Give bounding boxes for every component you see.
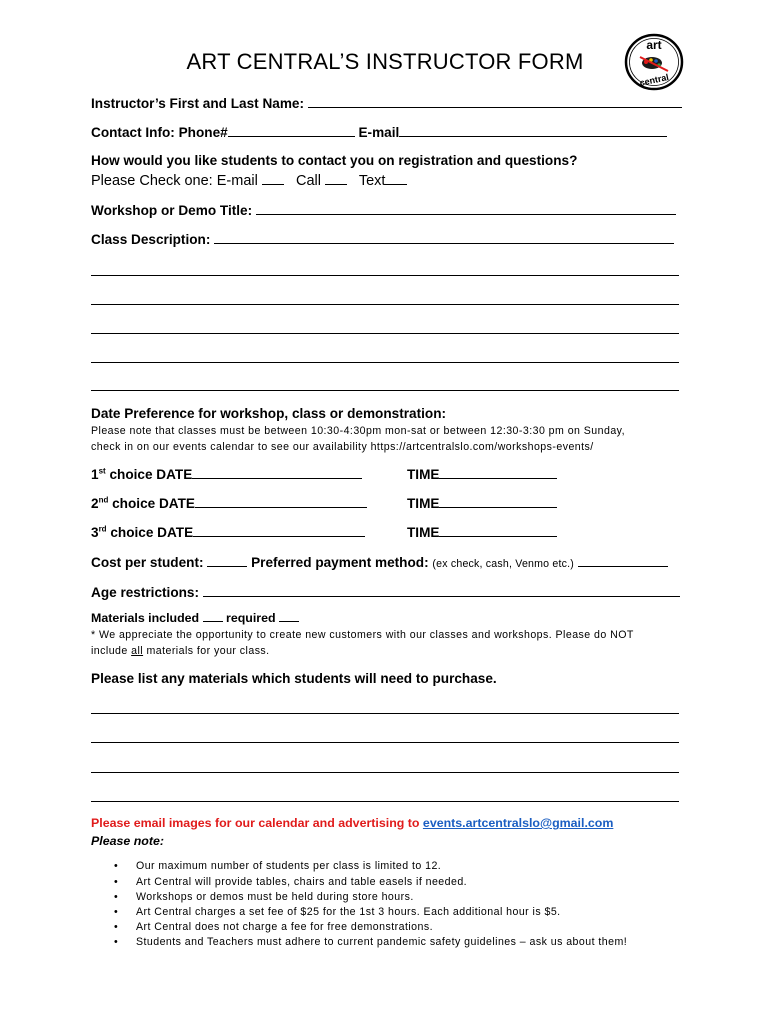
instructor-form-page: ART CENTRAL’S INSTRUCTOR FORM art central Instructor’s First and Last Name: Contact Info: Phone# E-mail How would you like students to contact you on registration and questions? Please Check one: E-mail Call Text Workshop or Demo Title: Class Description: Date Preference for workshop, class or demonstration: Please note that classes must be between 10:30-4:30pm mon-sat or between 12:30-3:30 pm on Sunday, check in on our events calendar to see our availability https://artcentralslo.com/workshops-events/ 1st choice DATE TIME 2nd choice DATE TIME 3rd choice DATE TIME Cost per student: Preferred payment method: (ex check, cash, Venmo etc.) Age restrictions: Materials included required * We appreciate the opportunity to create new customers with our classes and workshops. Please do NOT include all materials for your class. Please list any materials which students will need to purchase. Please email images for our calendar and advertising to events.artcentralslo@gmail.com Please note: • Our maximum number of students per class is limited to 12. • Art Central will provide tables, chairs and table easels if needed. • Workshops or demos must be held during store hours. • Art Central charges a set fee of $25 for the 1st 3 hours. Each additional hour is $5. • Art Central does not charge a fee for free demonstrations. • Students and Teachers must adhere to current pandemic safety guidelines – ask us about them! <box>0 0 770 1024</box>
contact-info-row <box>91 124 667 140</box>
email-field[interactable] <box>399 124 667 137</box>
choice-date-field[interactable] <box>193 524 365 537</box>
materials-line[interactable] <box>91 742 679 743</box>
list-item-text: Art Central will provide tables, chairs and table easels if needed. <box>136 876 468 888</box>
choice-row-1 <box>91 466 362 482</box>
email-link[interactable]: events.artcentralslo@gmail.com <box>422 816 614 830</box>
choice-date-label: choice DATE <box>112 496 195 511</box>
materials-note-emphasis: all <box>131 645 144 657</box>
materials-line[interactable] <box>91 801 679 802</box>
contact-pref-check-label: Please Check one: <box>91 173 213 189</box>
materials-line[interactable] <box>91 772 679 773</box>
date-pref-note-1: Please note that classes must be between 10:30-4:30pm mon-sat or between 12:30-3:30 pm on Sunday, <box>91 425 626 437</box>
description-line[interactable] <box>91 275 679 276</box>
phone-field[interactable] <box>228 124 355 137</box>
contact-pref-row <box>91 172 407 189</box>
contact-pref-call-checkbox[interactable] <box>325 172 347 185</box>
age-field[interactable] <box>203 584 680 597</box>
please-note-heading: Please note: <box>91 834 164 848</box>
payment-field[interactable] <box>578 554 668 567</box>
choice-suffix: rd <box>98 524 107 534</box>
instructor-name-label: Instructor’s First and Last Name: <box>91 96 305 111</box>
description-line[interactable] <box>91 333 679 334</box>
materials-required-checkbox[interactable] <box>279 611 299 622</box>
choice-date-label: choice DATE <box>109 467 193 482</box>
svg-text:central: central <box>638 72 670 88</box>
choice-date-field[interactable] <box>192 466 362 479</box>
list-item-text: Art Central does not charge a fee for free demonstrations. <box>136 921 433 933</box>
contact-pref-email-checkbox[interactable] <box>262 172 284 185</box>
workshop-title-row <box>91 202 676 218</box>
contact-pref-text-label: Text <box>358 173 386 189</box>
email-images-row <box>91 816 613 830</box>
page-title: ART CENTRAL’S INSTRUCTOR FORM <box>186 49 584 74</box>
cost-payment-row <box>91 554 668 570</box>
choice-time-field[interactable] <box>439 466 557 479</box>
art-central-logo <box>624 33 684 91</box>
contact-pref-call-label: Call <box>295 173 321 189</box>
choice-number: 1 <box>91 467 99 482</box>
materials-note-2 <box>91 645 270 657</box>
date-pref-heading: Date Preference for workshop, class or demonstration: <box>91 406 447 421</box>
materials-list-heading: Please list any materials which students will need to purchase. <box>91 671 497 686</box>
materials-note-text: materials for your class. <box>143 645 270 657</box>
list-item-text: Students and Teachers must adhere to current pandemic safety guidelines – ask us about them! <box>136 936 628 948</box>
choice-date-field[interactable] <box>195 495 367 508</box>
materials-line[interactable] <box>91 713 679 714</box>
materials-row <box>91 611 299 625</box>
choice-time-row-1 <box>407 466 557 482</box>
materials-note-text: include <box>91 645 132 657</box>
contact-pref-email-label: E-mail <box>216 173 258 189</box>
choice-time-row-2 <box>407 495 557 511</box>
contact-phone-label: Contact Info: Phone# <box>91 125 228 140</box>
choice-time-field[interactable] <box>439 495 557 508</box>
payment-label: Preferred payment method: <box>251 555 429 570</box>
instructor-name-field[interactable] <box>308 95 682 108</box>
payment-hint: (ex check, cash, Venmo etc.) <box>432 558 575 570</box>
choice-time-row-3 <box>407 524 557 540</box>
age-label: Age restrictions: <box>91 585 200 600</box>
description-line[interactable] <box>91 362 679 363</box>
list-item-text: Our maximum number of students per class is limited to 12. <box>136 860 442 872</box>
choice-suffix: st <box>98 466 106 476</box>
list-item-text: Workshops or demos must be held during store hours. <box>136 891 414 903</box>
svg-text:art: art <box>646 38 662 52</box>
date-pref-note-2: check in on our events calendar to see our availability https://artcentralslo.com/workshops-events/ <box>91 441 594 453</box>
class-description-field[interactable] <box>214 231 674 244</box>
contact-email-label: E-mail <box>358 125 400 140</box>
workshop-title-label: Workshop or Demo Title: <box>91 203 253 218</box>
list-item-text: Art Central charges a set fee of $25 for the 1st 3 hours. Each additional hour is $5. <box>136 906 561 918</box>
choice-number: 3 <box>91 525 99 540</box>
choice-suffix: nd <box>98 495 109 505</box>
age-row <box>91 584 680 600</box>
choice-time-label: TIME <box>407 496 440 511</box>
email-images-text: Please email images for our calendar and advertising to <box>91 816 420 830</box>
workshop-title-field[interactable] <box>256 202 676 215</box>
materials-required-label: required <box>226 611 276 625</box>
contact-pref-text-checkbox[interactable] <box>385 172 407 185</box>
description-line[interactable] <box>91 304 679 305</box>
choice-time-label: TIME <box>407 525 440 540</box>
contact-pref-question: How would you like students to contact you on registration and questions? <box>91 153 578 168</box>
choice-row-3 <box>91 524 365 540</box>
materials-included-label: Materials included <box>91 611 200 625</box>
cost-field[interactable] <box>207 554 247 567</box>
cost-label: Cost per student: <box>91 555 204 570</box>
description-line[interactable] <box>91 390 679 391</box>
choice-number: 2 <box>91 496 99 511</box>
class-description-row <box>91 231 674 247</box>
choice-time-label: TIME <box>407 467 440 482</box>
instructor-name-row <box>91 95 682 111</box>
class-description-label: Class Description: <box>91 232 211 247</box>
choice-time-field[interactable] <box>439 524 557 537</box>
choice-date-label: choice DATE <box>110 525 194 540</box>
materials-note-1: * We appreciate the opportunity to create new customers with our classes and workshops. Please do NOT <box>91 629 634 641</box>
choice-row-2 <box>91 495 367 511</box>
materials-included-checkbox[interactable] <box>203 611 223 622</box>
